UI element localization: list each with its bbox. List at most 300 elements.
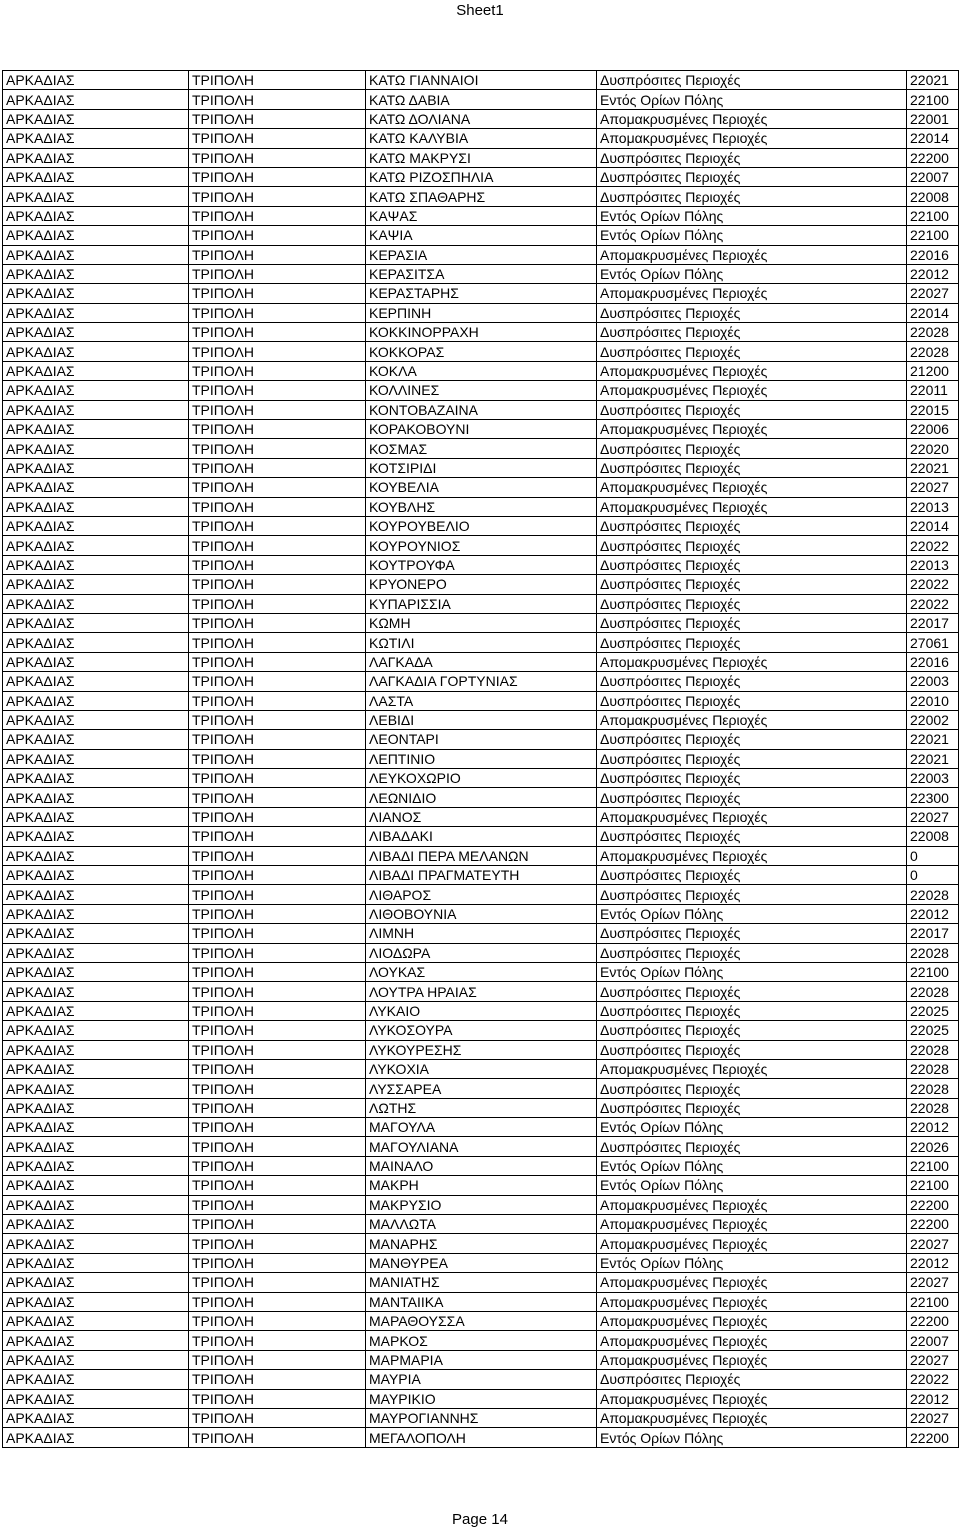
locality-cell: ΚΕΡΠΙΝΗ [366, 303, 597, 322]
municipality-cell: ΤΡΙΠΟΛΗ [189, 885, 366, 904]
prefecture-cell: ΑΡΚΑΔΙΑΣ [3, 1253, 189, 1272]
table-row [3, 420, 959, 439]
prefecture-cell: ΑΡΚΑΔΙΑΣ [3, 1195, 189, 1214]
postal-code-cell: 22014 [907, 303, 959, 322]
area-type-cell: Δυσπρόσιτες Περιοχές [597, 536, 907, 555]
postal-code-cell: 22028 [907, 982, 959, 1001]
prefecture-cell: ΑΡΚΑΔΙΑΣ [3, 1350, 189, 1369]
locality-cell: ΜΑΙΝΑΛΟ [366, 1156, 597, 1175]
municipality-cell: ΤΡΙΠΟΛΗ [189, 1273, 366, 1292]
postal-code-cell: 22015 [907, 400, 959, 419]
postal-code-cell: 22100 [907, 90, 959, 109]
area-type-cell: Δυσπρόσιτες Περιοχές [597, 1137, 907, 1156]
table-row [3, 710, 959, 729]
table-row [3, 807, 959, 826]
locality-cell: ΚΟΥΒΕΛΙΑ [366, 478, 597, 497]
postal-code-cell: 22006 [907, 420, 959, 439]
table-row [3, 1273, 959, 1292]
area-type-cell: Εντός Ορίων Πόλης [597, 1118, 907, 1137]
prefecture-cell: ΑΡΚΑΔΙΑΣ [3, 303, 189, 322]
prefecture-cell: ΑΡΚΑΔΙΑΣ [3, 342, 189, 361]
area-type-cell: Απομακρυσμένες Περιοχές [597, 109, 907, 128]
prefecture-cell: ΑΡΚΑΔΙΑΣ [3, 885, 189, 904]
area-type-cell: Εντός Ορίων Πόλης [597, 904, 907, 923]
municipality-cell: ΤΡΙΠΟΛΗ [189, 206, 366, 225]
prefecture-cell: ΑΡΚΑΔΙΑΣ [3, 206, 189, 225]
prefecture-cell: ΑΡΚΑΔΙΑΣ [3, 691, 189, 710]
locality-cell: ΚΩΜΗ [366, 613, 597, 632]
locality-cell: ΚΟΥΡΟΥΝΙΟΣ [366, 536, 597, 555]
locality-cell: ΛΕΥΚΟΧΩΡΙΟ [366, 769, 597, 788]
locality-cell: ΚΟΥΡΟΥΒΕΛΙΟ [366, 516, 597, 535]
municipality-cell: ΤΡΙΠΟΛΗ [189, 1079, 366, 1098]
postal-code-cell: 0 [907, 846, 959, 865]
locality-cell: ΛΟΥΚΑΣ [366, 962, 597, 981]
area-type-cell: Δυσπρόσιτες Περιοχές [597, 1370, 907, 1389]
postal-code-cell: 22028 [907, 342, 959, 361]
area-type-cell: Απομακρυσμένες Περιοχές [597, 1331, 907, 1350]
locality-cell: ΛΥΚΟΥΡΕΣΗΣ [366, 1040, 597, 1059]
postal-code-cell: 22028 [907, 323, 959, 342]
prefecture-cell: ΑΡΚΑΔΙΑΣ [3, 807, 189, 826]
table-row [3, 245, 959, 264]
municipality-cell: ΤΡΙΠΟΛΗ [189, 439, 366, 458]
area-type-cell: Δυσπρόσιτες Περιοχές [597, 71, 907, 90]
postal-code-cell: 22026 [907, 1137, 959, 1156]
postal-code-cell: 21200 [907, 361, 959, 380]
municipality-cell: ΤΡΙΠΟΛΗ [189, 769, 366, 788]
table-row [3, 1312, 959, 1331]
municipality-cell: ΤΡΙΠΟΛΗ [189, 1253, 366, 1272]
municipality-cell: ΤΡΙΠΟΛΗ [189, 1408, 366, 1427]
area-type-cell: Δυσπρόσιτες Περιοχές [597, 516, 907, 535]
locality-cell: ΚΟΛΛΙΝΕΣ [366, 381, 597, 400]
prefecture-cell: ΑΡΚΑΔΙΑΣ [3, 187, 189, 206]
area-type-cell: Απομακρυσμένες Περιοχές [597, 1273, 907, 1292]
prefecture-cell: ΑΡΚΑΔΙΑΣ [3, 109, 189, 128]
table-row [3, 885, 959, 904]
postal-code-cell: 22100 [907, 1176, 959, 1195]
area-type-cell: Εντός Ορίων Πόλης [597, 962, 907, 981]
locality-cell: ΛΥΚΑΙΟ [366, 1001, 597, 1020]
prefecture-cell: ΑΡΚΑΔΙΑΣ [3, 284, 189, 303]
table-row [3, 1118, 959, 1137]
table-row [3, 148, 959, 167]
prefecture-cell: ΑΡΚΑΔΙΑΣ [3, 536, 189, 555]
postal-code-cell: 22003 [907, 672, 959, 691]
municipality-cell: ΤΡΙΠΟΛΗ [189, 575, 366, 594]
municipality-cell: ΤΡΙΠΟΛΗ [189, 361, 366, 380]
prefecture-cell: ΑΡΚΑΔΙΑΣ [3, 1370, 189, 1389]
prefecture-cell: ΑΡΚΑΔΙΑΣ [3, 652, 189, 671]
prefecture-cell: ΑΡΚΑΔΙΑΣ [3, 672, 189, 691]
postal-code-cell: 22021 [907, 730, 959, 749]
municipality-cell: ΤΡΙΠΟΛΗ [189, 846, 366, 865]
table-row [3, 769, 959, 788]
area-type-cell: Απομακρυσμένες Περιοχές [597, 284, 907, 303]
table-row [3, 458, 959, 477]
prefecture-cell: ΑΡΚΑΔΙΑΣ [3, 555, 189, 574]
table-row [3, 478, 959, 497]
area-type-cell: Απομακρυσμένες Περιοχές [597, 1059, 907, 1078]
locality-cell: ΚΑΤΩ ΣΠΑΘΑΡΗΣ [366, 187, 597, 206]
locality-cell: ΚΑΤΩ ΓΙΑΝΝΑΙΟΙ [366, 71, 597, 90]
locality-cell: ΛΟΥΤΡΑ ΗΡΑΙΑΣ [366, 982, 597, 1001]
prefecture-cell: ΑΡΚΑΔΙΑΣ [3, 788, 189, 807]
table-row [3, 1350, 959, 1369]
area-type-cell: Δυσπρόσιτες Περιοχές [597, 167, 907, 186]
table-row [3, 361, 959, 380]
area-type-cell: Δυσπρόσιτες Περιοχές [597, 187, 907, 206]
table-row [3, 1292, 959, 1311]
locality-cell: ΚΕΡΑΣΙΤΣΑ [366, 264, 597, 283]
area-type-cell: Δυσπρόσιτες Περιοχές [597, 943, 907, 962]
locality-cell: ΜΑΡΜΑΡΙΑ [366, 1350, 597, 1369]
locality-cell: ΚΑΤΩ ΔΑΒΙΑ [366, 90, 597, 109]
municipality-cell: ΤΡΙΠΟΛΗ [189, 749, 366, 768]
postal-code-cell: 22002 [907, 710, 959, 729]
locality-cell: ΜΑΓΟΥΛΑ [366, 1118, 597, 1137]
postal-code-cell: 22021 [907, 71, 959, 90]
area-type-cell: Δυσπρόσιτες Περιοχές [597, 1098, 907, 1117]
prefecture-cell: ΑΡΚΑΔΙΑΣ [3, 575, 189, 594]
postal-code-cell: 22022 [907, 536, 959, 555]
area-type-cell: Εντός Ορίων Πόλης [597, 1156, 907, 1175]
table-row [3, 788, 959, 807]
prefecture-cell: ΑΡΚΑΔΙΑΣ [3, 1215, 189, 1234]
prefecture-cell: ΑΡΚΑΔΙΑΣ [3, 846, 189, 865]
postal-code-cell: 22200 [907, 1215, 959, 1234]
postal-code-cell: 22200 [907, 1195, 959, 1214]
prefecture-cell: ΑΡΚΑΔΙΑΣ [3, 924, 189, 943]
table-row [3, 1059, 959, 1078]
postal-code-cell: 22012 [907, 904, 959, 923]
prefecture-cell: ΑΡΚΑΔΙΑΣ [3, 1292, 189, 1311]
municipality-cell: ΤΡΙΠΟΛΗ [189, 226, 366, 245]
area-type-cell: Δυσπρόσιτες Περιοχές [597, 148, 907, 167]
locality-cell: ΜΑΡΚΟΣ [366, 1331, 597, 1350]
municipality-cell: ΤΡΙΠΟΛΗ [189, 1350, 366, 1369]
prefecture-cell: ΑΡΚΑΔΙΑΣ [3, 439, 189, 458]
table-row [3, 1137, 959, 1156]
municipality-cell: ΤΡΙΠΟΛΗ [189, 904, 366, 923]
municipality-cell: ΤΡΙΠΟΛΗ [189, 1215, 366, 1234]
postal-code-cell: 27061 [907, 633, 959, 652]
postal-code-cell: 22022 [907, 594, 959, 613]
area-type-cell: Απομακρυσμένες Περιοχές [597, 1389, 907, 1408]
postal-code-cell: 22012 [907, 264, 959, 283]
area-type-cell: Εντός Ορίων Πόλης [597, 264, 907, 283]
municipality-cell: ΤΡΙΠΟΛΗ [189, 827, 366, 846]
locality-cell: ΛΙΘΑΡΟΣ [366, 885, 597, 904]
municipality-cell: ΤΡΙΠΟΛΗ [189, 1195, 366, 1214]
prefecture-cell: ΑΡΚΑΔΙΑΣ [3, 962, 189, 981]
prefecture-cell: ΑΡΚΑΔΙΑΣ [3, 458, 189, 477]
table-row [3, 1215, 959, 1234]
municipality-cell: ΤΡΙΠΟΛΗ [189, 245, 366, 264]
prefecture-cell: ΑΡΚΑΔΙΑΣ [3, 594, 189, 613]
area-type-cell: Απομακρυσμένες Περιοχές [597, 361, 907, 380]
area-type-cell: Απομακρυσμένες Περιοχές [597, 1312, 907, 1331]
area-type-cell: Δυσπρόσιτες Περιοχές [597, 323, 907, 342]
prefecture-cell: ΑΡΚΑΔΙΑΣ [3, 749, 189, 768]
prefecture-cell: ΑΡΚΑΔΙΑΣ [3, 381, 189, 400]
area-type-cell: Απομακρυσμένες Περιοχές [597, 846, 907, 865]
area-type-cell: Δυσπρόσιτες Περιοχές [597, 400, 907, 419]
locality-cell: ΜΑΝΘΥΡΕΑ [366, 1253, 597, 1272]
area-type-cell: Απομακρυσμένες Περιοχές [597, 710, 907, 729]
locality-cell: ΛΙΑΝΟΣ [366, 807, 597, 826]
municipality-cell: ΤΡΙΠΟΛΗ [189, 788, 366, 807]
locality-cell: ΚΟΚΚΟΡΑΣ [366, 342, 597, 361]
area-type-cell: Απομακρυσμένες Περιοχές [597, 1234, 907, 1253]
table-row [3, 1389, 959, 1408]
municipality-cell: ΤΡΙΠΟΛΗ [189, 1389, 366, 1408]
postal-code-cell: 22012 [907, 1389, 959, 1408]
table-row [3, 516, 959, 535]
locality-cell: ΚΑΤΩ ΜΑΚΡΥΣΙ [366, 148, 597, 167]
area-type-cell: Απομακρυσμένες Περιοχές [597, 1195, 907, 1214]
municipality-cell: ΤΡΙΠΟΛΗ [189, 323, 366, 342]
table-row [3, 90, 959, 109]
locality-cell: ΛΥΚΟΣΟΥΡΑ [366, 1021, 597, 1040]
area-type-cell: Δυσπρόσιτες Περιοχές [597, 672, 907, 691]
postal-code-cell: 22010 [907, 691, 959, 710]
sheet-title: Sheet1 [456, 2, 504, 19]
area-type-cell: Δυσπρόσιτες Περιοχές [597, 769, 907, 788]
locality-cell: ΛΕΒΙΔΙ [366, 710, 597, 729]
municipality-cell: ΤΡΙΠΟΛΗ [189, 1292, 366, 1311]
area-type-cell: Δυσπρόσιτες Περιοχές [597, 594, 907, 613]
locality-cell: ΚΟΥΤΡΟΥΦΑ [366, 555, 597, 574]
table-row [3, 1079, 959, 1098]
postal-code-cell: 22016 [907, 245, 959, 264]
prefecture-cell: ΑΡΚΑΔΙΑΣ [3, 129, 189, 148]
municipality-cell: ΤΡΙΠΟΛΗ [189, 1156, 366, 1175]
prefecture-cell: ΑΡΚΑΔΙΑΣ [3, 1156, 189, 1175]
postal-code-cell: 22100 [907, 226, 959, 245]
prefecture-cell: ΑΡΚΑΔΙΑΣ [3, 1001, 189, 1020]
area-type-cell: Δυσπρόσιτες Περιοχές [597, 303, 907, 322]
table-row [3, 1428, 959, 1447]
data-table [2, 70, 959, 1448]
area-type-cell: Δυσπρόσιτες Περιοχές [597, 827, 907, 846]
area-type-cell: Δυσπρόσιτες Περιοχές [597, 866, 907, 885]
prefecture-cell: ΑΡΚΑΔΙΑΣ [3, 1273, 189, 1292]
table-row [3, 904, 959, 923]
prefecture-cell: ΑΡΚΑΔΙΑΣ [3, 1234, 189, 1253]
postal-code-cell: 22300 [907, 788, 959, 807]
locality-cell: ΛΙΒΑΔΙ ΠΡΑΓΜΑΤΕΥΤΗ [366, 866, 597, 885]
locality-cell: ΚΟΡΑΚΟΒΟΥΝΙ [366, 420, 597, 439]
area-type-cell: Εντός Ορίων Πόλης [597, 206, 907, 225]
locality-cell: ΛΑΓΚΑΔΙΑ ΓΟΡΤΥΝΙΑΣ [366, 672, 597, 691]
municipality-cell: ΤΡΙΠΟΛΗ [189, 633, 366, 652]
area-type-cell: Απομακρυσμένες Περιοχές [597, 420, 907, 439]
postal-code-cell: 22025 [907, 1021, 959, 1040]
municipality-cell: ΤΡΙΠΟΛΗ [189, 924, 366, 943]
table-row [3, 439, 959, 458]
prefecture-cell: ΑΡΚΑΔΙΑΣ [3, 400, 189, 419]
area-type-cell: Δυσπρόσιτες Περιοχές [597, 613, 907, 632]
prefecture-cell: ΑΡΚΑΔΙΑΣ [3, 497, 189, 516]
municipality-cell: ΤΡΙΠΟΛΗ [189, 730, 366, 749]
prefecture-cell: ΑΡΚΑΔΙΑΣ [3, 420, 189, 439]
area-type-cell: Δυσπρόσιτες Περιοχές [597, 439, 907, 458]
municipality-cell: ΤΡΙΠΟΛΗ [189, 284, 366, 303]
locality-cell: ΚΑΤΩ ΔΟΛΙΑΝΑ [366, 109, 597, 128]
table-row [3, 264, 959, 283]
locality-cell: ΚΑΤΩ ΚΑΛΥΒΙΑ [366, 129, 597, 148]
area-type-cell: Δυσπρόσιτες Περιοχές [597, 924, 907, 943]
prefecture-cell: ΑΡΚΑΔΙΑΣ [3, 323, 189, 342]
table-row [3, 206, 959, 225]
area-type-cell: Εντός Ορίων Πόλης [597, 1253, 907, 1272]
postal-code-cell: 22013 [907, 555, 959, 574]
postal-code-cell: 22027 [907, 284, 959, 303]
prefecture-cell: ΑΡΚΑΔΙΑΣ [3, 167, 189, 186]
prefecture-cell: ΑΡΚΑΔΙΑΣ [3, 264, 189, 283]
table-row [3, 962, 959, 981]
area-type-cell: Απομακρυσμένες Περιοχές [597, 1408, 907, 1427]
prefecture-cell: ΑΡΚΑΔΙΑΣ [3, 1137, 189, 1156]
locality-cell: ΜΑΝΑΡΗΣ [366, 1234, 597, 1253]
prefecture-cell: ΑΡΚΑΔΙΑΣ [3, 516, 189, 535]
table-row [3, 284, 959, 303]
area-type-cell: Εντός Ορίων Πόλης [597, 90, 907, 109]
municipality-cell: ΤΡΙΠΟΛΗ [189, 1176, 366, 1195]
postal-code-cell: 22008 [907, 187, 959, 206]
locality-cell: ΚΥΠΑΡΙΣΣΙΑ [366, 594, 597, 613]
postal-code-cell: 22014 [907, 129, 959, 148]
locality-cell: ΜΑΝΙΑΤΗΣ [366, 1273, 597, 1292]
area-type-cell: Δυσπρόσιτες Περιοχές [597, 982, 907, 1001]
postal-code-cell: 22200 [907, 1312, 959, 1331]
locality-cell: ΜΑΚΡΗ [366, 1176, 597, 1195]
municipality-cell: ΤΡΙΠΟΛΗ [189, 1040, 366, 1059]
postal-code-cell: 22028 [907, 1040, 959, 1059]
municipality-cell: ΤΡΙΠΟΛΗ [189, 458, 366, 477]
municipality-cell: ΤΡΙΠΟΛΗ [189, 1059, 366, 1078]
table-row [3, 982, 959, 1001]
postal-code-cell: 22013 [907, 497, 959, 516]
locality-cell: ΛΙΘΟΒΟΥΝΙΑ [366, 904, 597, 923]
area-type-cell: Εντός Ορίων Πόλης [597, 1176, 907, 1195]
table-row [3, 943, 959, 962]
postal-code-cell: 22003 [907, 769, 959, 788]
table-row [3, 749, 959, 768]
municipality-cell: ΤΡΙΠΟΛΗ [189, 594, 366, 613]
area-type-cell: Απομακρυσμένες Περιοχές [597, 1292, 907, 1311]
table-row [3, 1331, 959, 1350]
table-row [3, 827, 959, 846]
area-type-cell: Απομακρυσμένες Περιοχές [597, 497, 907, 516]
postal-code-cell: 22028 [907, 943, 959, 962]
municipality-cell: ΤΡΙΠΟΛΗ [189, 866, 366, 885]
prefecture-cell: ΑΡΚΑΔΙΑΣ [3, 769, 189, 788]
postal-code-cell: 22027 [907, 1350, 959, 1369]
area-type-cell: Απομακρυσμένες Περιοχές [597, 652, 907, 671]
municipality-cell: ΤΡΙΠΟΛΗ [189, 1234, 366, 1253]
prefecture-cell: ΑΡΚΑΔΙΑΣ [3, 633, 189, 652]
table-row [3, 381, 959, 400]
page-number: Page 14 [452, 1511, 508, 1528]
locality-cell: ΜΑΡΑΘΟΥΣΣΑ [366, 1312, 597, 1331]
prefecture-cell: ΑΡΚΑΔΙΑΣ [3, 1176, 189, 1195]
table-row [3, 497, 959, 516]
prefecture-cell: ΑΡΚΑΔΙΑΣ [3, 1079, 189, 1098]
postal-code-cell: 22028 [907, 885, 959, 904]
postal-code-cell: 22001 [907, 109, 959, 128]
prefecture-cell: ΑΡΚΑΔΙΑΣ [3, 478, 189, 497]
postal-code-cell: 22028 [907, 1098, 959, 1117]
municipality-cell: ΤΡΙΠΟΛΗ [189, 1021, 366, 1040]
area-type-cell: Απομακρυσμένες Περιοχές [597, 245, 907, 264]
prefecture-cell: ΑΡΚΑΔΙΑΣ [3, 1098, 189, 1117]
postal-code-cell: 22027 [907, 1234, 959, 1253]
locality-cell: ΚΩΤΙΛΙ [366, 633, 597, 652]
municipality-cell: ΤΡΙΠΟΛΗ [189, 109, 366, 128]
area-type-cell: Απομακρυσμένες Περιοχές [597, 129, 907, 148]
municipality-cell: ΤΡΙΠΟΛΗ [189, 264, 366, 283]
municipality-cell: ΤΡΙΠΟΛΗ [189, 497, 366, 516]
locality-cell: ΜΑΝΤΑΙΙΚΑ [366, 1292, 597, 1311]
locality-cell: ΛΥΣΣΑΡΕΑ [366, 1079, 597, 1098]
prefecture-cell: ΑΡΚΑΔΙΑΣ [3, 1331, 189, 1350]
municipality-cell: ΤΡΙΠΟΛΗ [189, 1370, 366, 1389]
municipality-cell: ΤΡΙΠΟΛΗ [189, 129, 366, 148]
locality-cell: ΚΟΚΚΙΝΟΡΡΑΧΗ [366, 323, 597, 342]
table-row [3, 924, 959, 943]
municipality-cell: ΤΡΙΠΟΛΗ [189, 943, 366, 962]
locality-cell: ΚΟΤΣΙΡΙΔΙ [366, 458, 597, 477]
locality-cell: ΚΑΤΩ ΡΙΖΟΣΠΗΛΙΑ [366, 167, 597, 186]
prefecture-cell: ΑΡΚΑΔΙΑΣ [3, 1021, 189, 1040]
municipality-cell: ΤΡΙΠΟΛΗ [189, 691, 366, 710]
municipality-cell: ΤΡΙΠΟΛΗ [189, 652, 366, 671]
area-type-cell: Δυσπρόσιτες Περιοχές [597, 342, 907, 361]
table-row [3, 1156, 959, 1175]
table-row [3, 633, 959, 652]
prefecture-cell: ΑΡΚΑΔΙΑΣ [3, 866, 189, 885]
municipality-cell: ΤΡΙΠΟΛΗ [189, 1331, 366, 1350]
locality-cell: ΛΑΣΤΑ [366, 691, 597, 710]
locality-cell: ΚΟΥΒΛΗΣ [366, 497, 597, 516]
locality-cell: ΚΟΚΛΑ [366, 361, 597, 380]
locality-cell: ΚΑΨΙΑ [366, 226, 597, 245]
locality-cell: ΛΙΒΑΔΙ ΠΕΡΑ ΜΕΛΑΝΩΝ [366, 846, 597, 865]
municipality-cell: ΤΡΙΠΟΛΗ [189, 420, 366, 439]
postal-code-cell: 22016 [907, 652, 959, 671]
prefecture-cell: ΑΡΚΑΔΙΑΣ [3, 1428, 189, 1447]
locality-cell: ΛΕΠΤΙΝΙΟ [366, 749, 597, 768]
prefecture-cell: ΑΡΚΑΔΙΑΣ [3, 710, 189, 729]
locality-cell: ΜΕΓΑΛΟΠΟΛΗ [366, 1428, 597, 1447]
municipality-cell: ΤΡΙΠΟΛΗ [189, 672, 366, 691]
table-row [3, 1040, 959, 1059]
prefecture-cell: ΑΡΚΑΔΙΑΣ [3, 1118, 189, 1137]
municipality-cell: ΤΡΙΠΟΛΗ [189, 1137, 366, 1156]
locality-cell: ΛΙΒΑΔΑΚΙ [366, 827, 597, 846]
locality-cell: ΜΑΥΡΙΑ [366, 1370, 597, 1389]
area-type-cell: Δυσπρόσιτες Περιοχές [597, 691, 907, 710]
municipality-cell: ΤΡΙΠΟΛΗ [189, 381, 366, 400]
prefecture-cell: ΑΡΚΑΔΙΑΣ [3, 1408, 189, 1427]
table-row [3, 672, 959, 691]
prefecture-cell: ΑΡΚΑΔΙΑΣ [3, 1040, 189, 1059]
prefecture-cell: ΑΡΚΑΔΙΑΣ [3, 226, 189, 245]
municipality-cell: ΤΡΙΠΟΛΗ [189, 478, 366, 497]
